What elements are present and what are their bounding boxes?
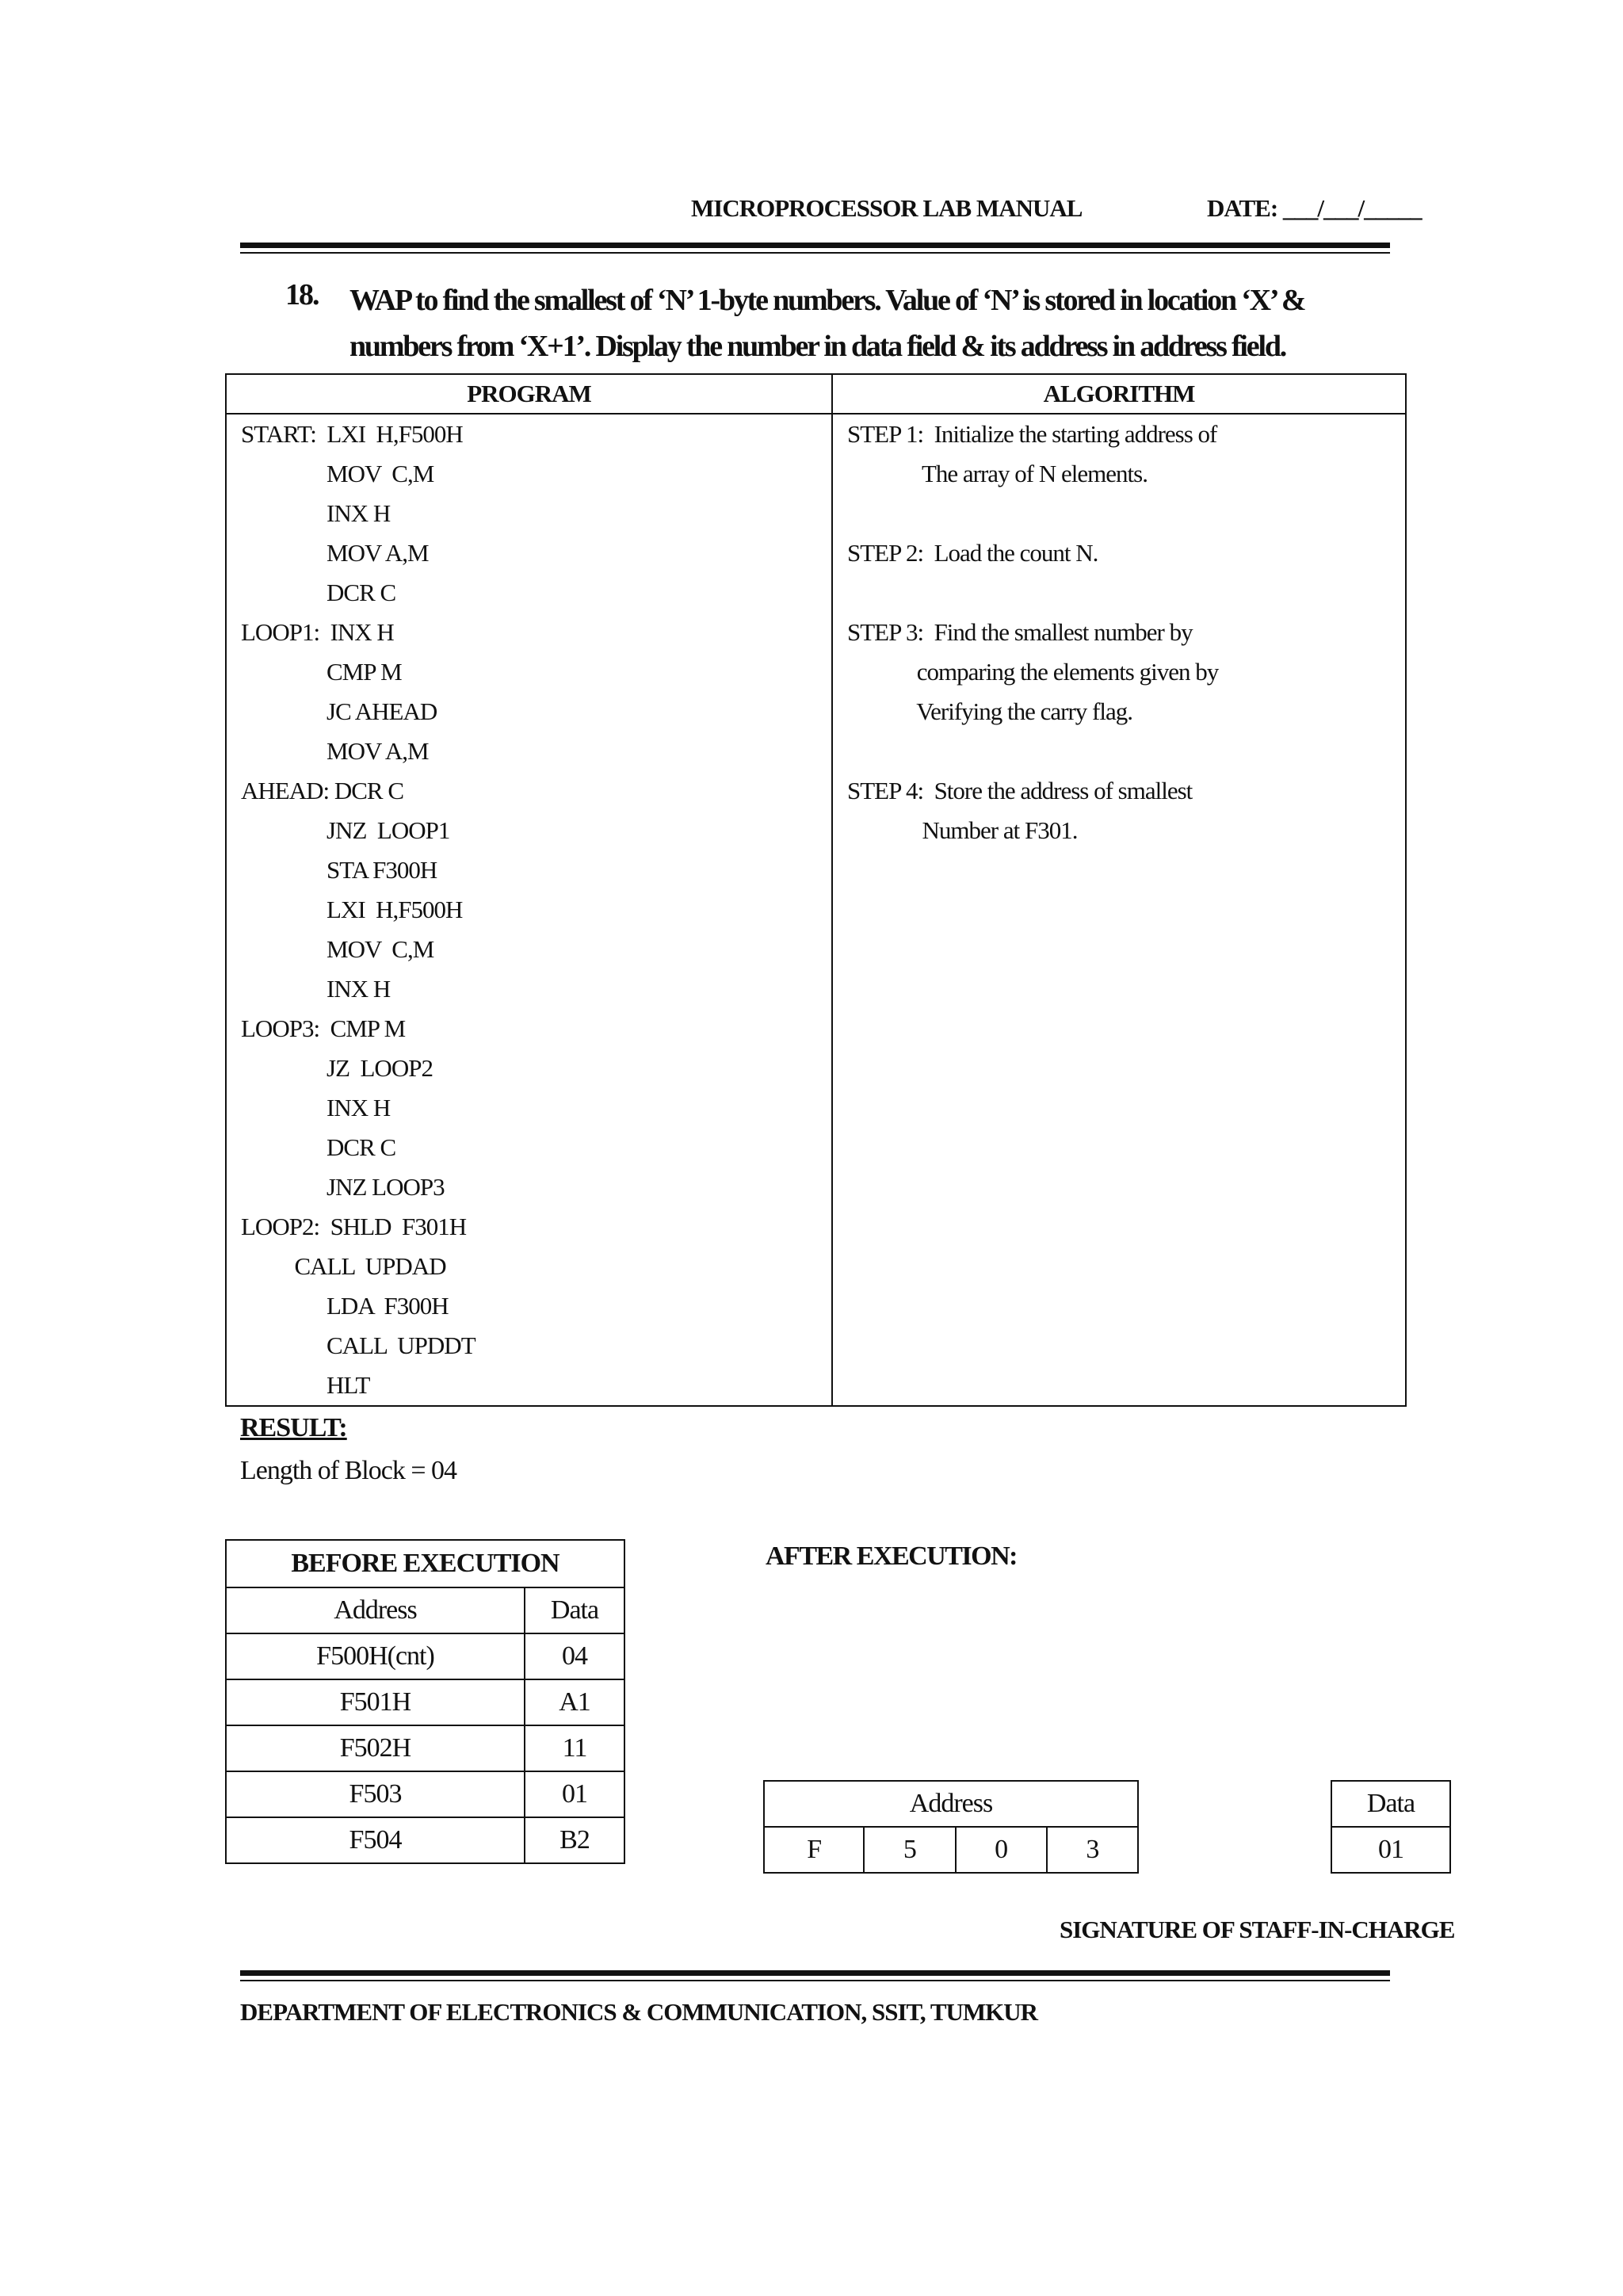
algorithm-line: Verifying the carry flag. [847,697,1133,725]
program-line: CALL UPDDT [241,1331,475,1359]
program-header: PROGRAM [226,374,832,414]
before-execution-table [225,1539,625,1864]
algorithm-line: STEP 4: Store the address of smallest [847,777,1193,804]
program-line: MOV A,M [241,539,429,567]
program-line: STA F300H [241,856,437,884]
header-rule-thick [240,243,1390,248]
program-line: INX H [241,975,391,1003]
address-digit: 3 [1047,1827,1138,1873]
program-code-cell [226,414,832,1406]
algorithm-line: Number at F301. [847,816,1078,844]
algorithm-steps [847,415,1405,850]
staff-signature-label: SIGNATURE OF STAFF-IN-CHARGE [1060,1916,1455,1943]
footer-rule-thin [240,1980,1390,1981]
question-text: WAP to find the smallest of ‘N’ 1-byte numbers. Value of ‘N’ is stored in location ‘X’ & numbers from ‘X+1’. Display the number in data field & its address in address field. [349,284,1305,363]
date-field: DATE: ___/___/_____ [1207,194,1422,222]
program-line: LDA F300H [241,1292,449,1320]
program-line: INX H [241,499,391,527]
algorithm-line [847,494,1405,533]
before-execution-title: BEFORE EXECUTION [226,1540,624,1587]
address-cell: F502H [226,1725,525,1771]
algorithm-line [847,732,1405,771]
algorithm-line: comparing the elements given by [847,658,1219,686]
department-footer: DEPARTMENT OF ELECTRONICS & COMMUNICATION, SSIT, TUMKUR [240,1998,1038,2026]
manual-title: MICROPROCESSOR LAB MANUAL [691,194,1083,222]
address-digit: F [764,1827,864,1873]
program-line: LXI H,F500H [241,896,463,923]
algorithm-header: ALGORITHM [832,374,1406,414]
program-line: MOV C,M [241,460,434,487]
after-address-table [763,1780,1139,1874]
after-data-header: Data [1331,1781,1450,1827]
after-execution-label: AFTER EXECUTION: [766,1541,1017,1571]
address-cell: F504 [226,1817,525,1863]
question-number: 18. [285,278,319,311]
footer-rule-thick [240,1970,1390,1976]
table-row [226,1679,624,1725]
program-line: START: LXI H,F500H [241,420,463,448]
address-cell: F500H(cnt) [226,1633,525,1679]
program-table [225,373,1407,1407]
algorithm-line: STEP 1: Initialize the starting address of [847,420,1217,448]
data-cell: 01 [525,1771,624,1817]
algorithm-line [847,573,1405,613]
program-line: JC AHEAD [241,697,437,725]
data-cell: B2 [525,1817,624,1863]
program-line: DCR C [241,579,396,606]
table-row [226,1771,624,1817]
program-line: LOOP1: INX H [241,618,394,646]
address-column-header: Address [226,1587,525,1633]
program-line: LOOP3: CMP M [241,1014,406,1042]
program-line: CMP M [241,658,402,686]
program-line: MOV C,M [241,935,434,963]
table-row [226,1725,624,1771]
program-line: JNZ LOOP3 [241,1173,445,1201]
program-line: MOV A,M [241,737,429,765]
program-line: JZ LOOP2 [241,1054,433,1082]
program-line: LOOP2: SHLD F301H [241,1213,467,1240]
program-line: HLT [241,1371,370,1399]
address-digit: 0 [956,1827,1047,1873]
program-line: AHEAD: DCR C [241,777,404,804]
after-data-table [1331,1780,1451,1874]
program-line: CALL UPDAD [241,1252,446,1280]
result-length: Length of Block = 04 [240,1456,457,1485]
data-column-header: Data [525,1587,624,1633]
program-line: INX H [241,1094,391,1121]
program-line: DCR C [241,1133,396,1161]
algorithm-line: STEP 3: Find the smallest number by [847,618,1193,646]
header-rule-thin [240,252,1390,254]
algorithm-line: The array of N elements. [847,460,1148,487]
algorithm-cell [832,414,1406,1406]
data-cell: 04 [525,1633,624,1679]
address-digit: 5 [864,1827,955,1873]
data-cell: 11 [525,1725,624,1771]
result-label: RESULT: [240,1413,347,1442]
table-row [226,1633,624,1679]
address-cell: F503 [226,1771,525,1817]
program-code [241,415,831,1405]
table-row [226,1817,624,1863]
address-cell: F501H [226,1679,525,1725]
after-data-value: 01 [1331,1827,1450,1873]
data-cell: A1 [525,1679,624,1725]
algorithm-line: STEP 2: Load the count N. [847,539,1098,567]
after-address-header: Address [764,1781,1138,1827]
program-line: JNZ LOOP1 [241,816,450,844]
